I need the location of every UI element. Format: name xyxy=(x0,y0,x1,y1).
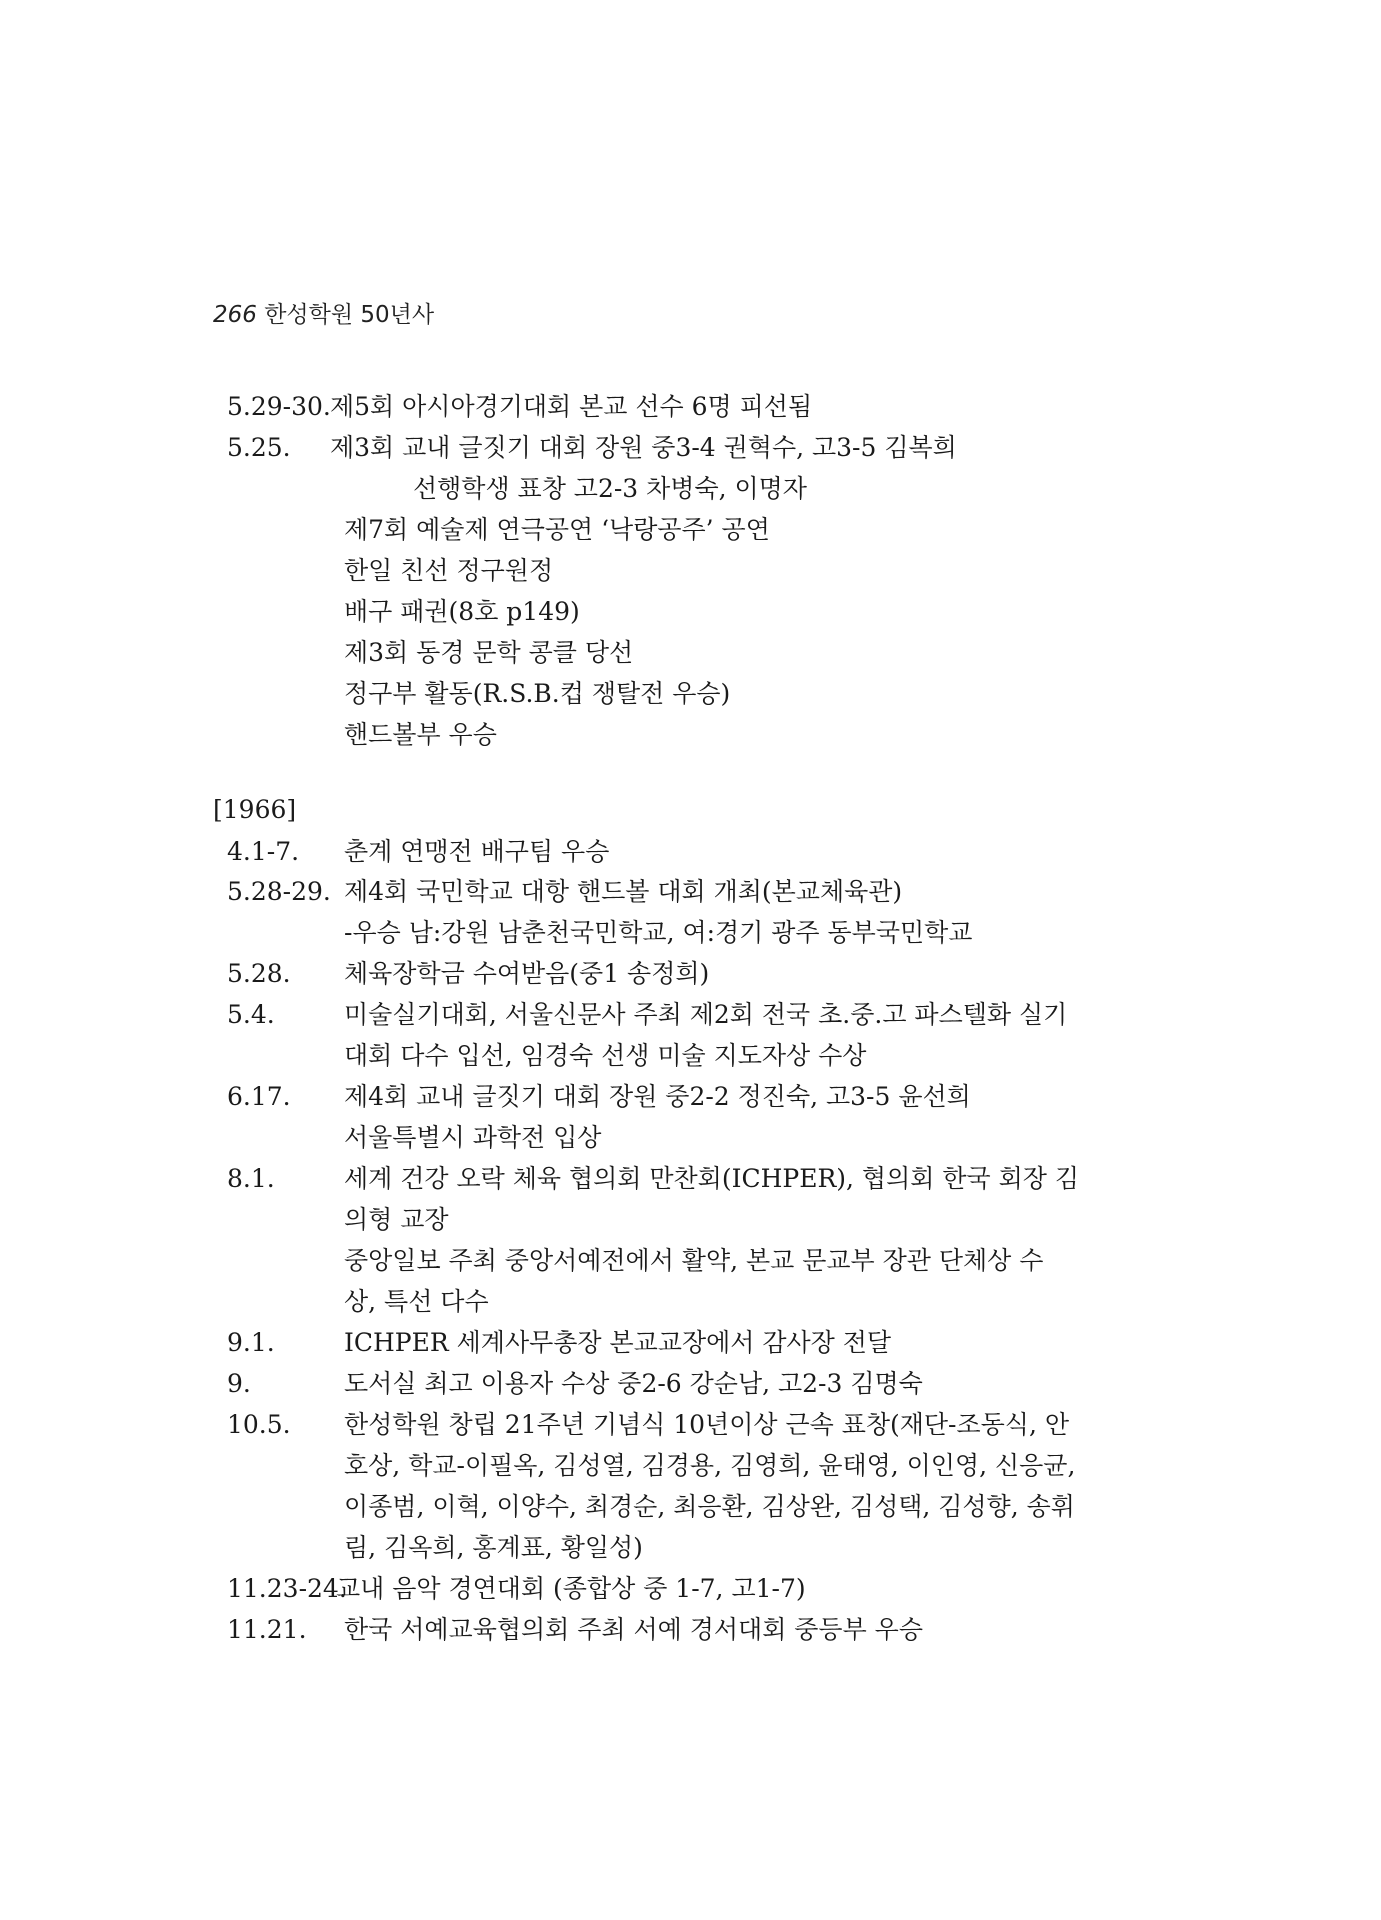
entry-text: 제5회 아시아경기대회 본교 선수 6명 피선됨 xyxy=(330,392,813,421)
entry-continuation: 제7회 예술제 연극공연 ‘낙랑공주’ 공연 xyxy=(344,515,770,544)
entry-text: 중앙일보 주최 중앙서예전에서 활약, 본교 문교부 장관 단체상 수 xyxy=(344,1246,1044,1275)
entry-text: 이종범, 이혁, 이양수, 최경순, 최응환, 김상완, 김성택, 김성향, 송휘 xyxy=(344,1492,1075,1521)
entry-date: 4.1-7. xyxy=(227,837,300,866)
entry-text: 의형 교장 xyxy=(344,1205,449,1234)
entry-date: 10.5. xyxy=(227,1410,291,1439)
entry-date: 5.28. xyxy=(227,959,291,988)
entry-text: 림, 김옥희, 홍계표, 황일성) xyxy=(344,1533,643,1562)
entry-text: 도서실 최고 이용자 수상 중2-6 강순남, 고2-3 김명숙 xyxy=(344,1369,923,1398)
entry-date: 5.25. xyxy=(227,433,291,462)
entry-date: 8.1. xyxy=(227,1164,275,1193)
entry-text: 미술실기대회, 서울신문사 주최 제2회 전국 초.중.고 파스텔화 실기 xyxy=(344,1000,1068,1029)
running-header xyxy=(213,296,434,329)
entry-text: ICHPER 세계사무총장 본교교장에서 감사장 전달 xyxy=(344,1328,892,1357)
entry-text: 대회 다수 입선, 임경숙 선생 미술 지도자상 수상 xyxy=(344,1041,867,1070)
entry-continuation: 정구부 활동(R.S.B.컵 쟁탈전 우승) xyxy=(344,679,731,708)
entry-text: 상, 특선 다수 xyxy=(344,1287,489,1316)
entry-continuation: 핸드볼부 우승 xyxy=(344,720,497,749)
entry-date: 9. xyxy=(227,1369,251,1398)
entry-text: -우승 남:강원 남춘천국민학교, 여:경기 광주 동부국민학교 xyxy=(344,918,973,947)
entry-text: 교내 음악 경연대회 (종합상 중 1-7, 고1-7) xyxy=(336,1574,806,1603)
entry-date: 9.1. xyxy=(227,1328,275,1357)
entry-text: 서울특별시 과학전 입상 xyxy=(344,1123,602,1152)
entry-date: 5.29-30. xyxy=(227,392,331,421)
entry-text: 춘계 연맹전 배구팀 우승 xyxy=(344,837,610,866)
entry-continuation: 한일 친선 정구원정 xyxy=(344,556,554,585)
entry-text: 한국 서예교육협의회 주최 서예 경서대회 중등부 우승 xyxy=(344,1615,923,1644)
entry-text: 한성학원 창립 21주년 기념식 10년이상 근속 표창(재단-조동식, 안 xyxy=(344,1410,1069,1439)
entry-text: 제3회 교내 글짓기 대회 장원 중3-4 권혁수, 고3-5 김복희 xyxy=(330,433,957,462)
entry-continuation: 선행학생 표창 고2-3 차병숙, 이명자 xyxy=(413,474,807,503)
entry-text: 제4회 교내 글짓기 대회 장원 중2-2 정진숙, 고3-5 윤선희 xyxy=(344,1082,971,1111)
year-heading: [1966] xyxy=(213,795,297,824)
entry-text: 호상, 학교-이필옥, 김성열, 김경용, 김영희, 윤태영, 이인영, 신응균, xyxy=(344,1451,1076,1480)
entry-date: 5.4. xyxy=(227,1000,275,1029)
entry-text: 세계 건강 오락 체육 협의회 만찬회(ICHPER), 협의회 한국 회장 김 xyxy=(344,1164,1079,1193)
page-number: 266 xyxy=(213,302,257,328)
entry-date: 11.23-24. xyxy=(227,1574,347,1603)
entry-continuation: 배구 패권(8호 p149) xyxy=(344,597,580,626)
entry-text: 제4회 국민학교 대항 핸드볼 대회 개최(본교체육관) xyxy=(344,877,903,906)
entry-date: 5.28-29. xyxy=(227,877,331,906)
entry-text: 체육장학금 수여받음(중1 송정희) xyxy=(344,959,710,988)
entry-continuation: 제3회 동경 문학 콩클 당선 xyxy=(344,638,634,667)
entry-date: 11.21. xyxy=(227,1615,307,1644)
book-title: 한성학원 50년사 xyxy=(264,302,435,328)
entry-date: 6.17. xyxy=(227,1082,291,1111)
